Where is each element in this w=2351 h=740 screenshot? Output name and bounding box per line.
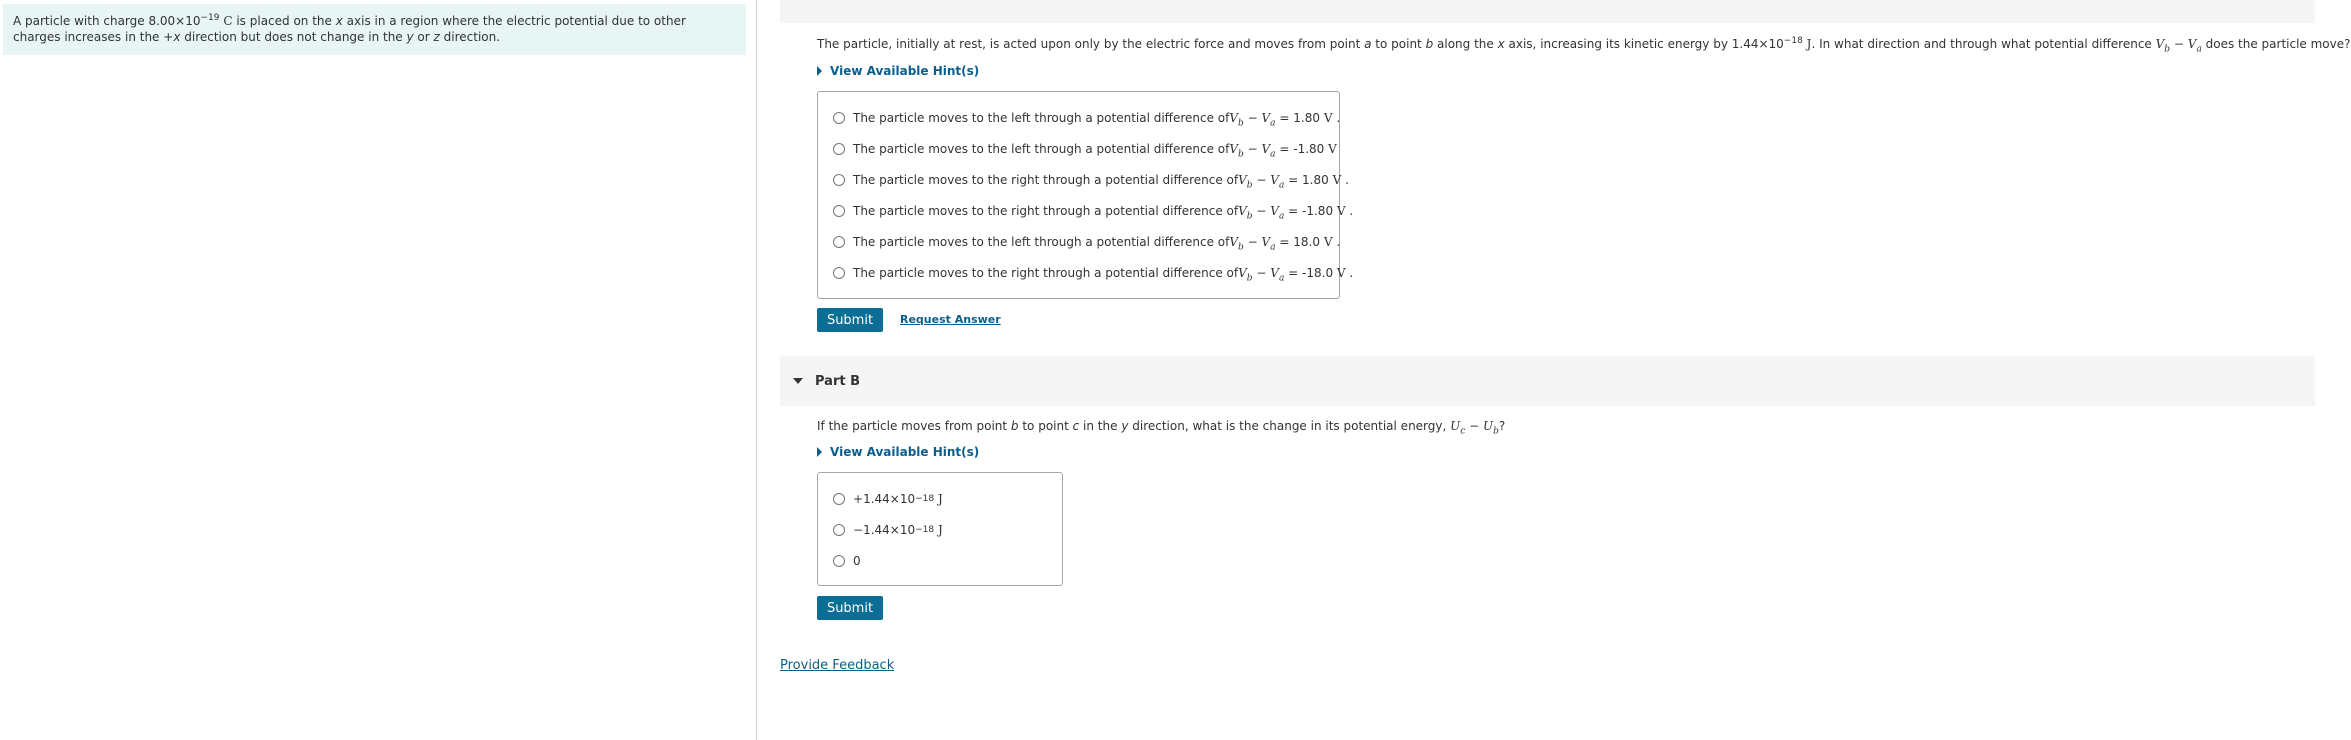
option-text: The particle moves to the right through a potential difference of [853,266,1239,280]
option-zero[interactable] [833,552,861,570]
exponent: −18 [1783,36,1803,46]
option-end: . [1349,204,1354,218]
option-f[interactable] [833,264,1353,282]
option-value: -1.80 [1302,204,1334,218]
potential-difference-math: $V_b - V_a$ [2155,37,2202,55]
option-math: $V_b - V_a$ = [1238,204,1299,222]
part-a-submit-button[interactable]: Submit [817,308,883,332]
option-value: 1.80 [1293,111,1320,125]
question-text: in the [1079,419,1122,433]
caret-right-icon [817,66,822,76]
intro-axis: y [406,30,414,44]
caret-down-icon [793,378,803,384]
part-b-title: Part B [815,373,861,389]
option-b[interactable] [833,140,1337,158]
option-text: The particle moves to the left through a potential difference of [853,235,1230,249]
potential-energy-math: $U_c - U_b$ [1450,419,1499,437]
request-answer-link[interactable]: Request Answer [900,313,1001,326]
option-d[interactable] [833,202,1353,220]
intro-text: direction. [439,30,501,44]
intro-text: or [413,30,434,44]
problem-statement [3,4,746,55]
point-label: b [1010,419,1019,433]
axis-label: x [1497,37,1505,51]
point-label: c [1072,419,1080,433]
question-text: does the particle move? [2201,37,2351,51]
option-unit: J [937,492,943,506]
option-end: . [1349,266,1354,280]
radio-button[interactable] [833,555,845,567]
part-b-submit-button[interactable]: Submit [817,596,883,620]
provide-feedback-link[interactable]: Provide Feedback [780,658,895,673]
option-a[interactable] [833,109,1340,127]
problem-intro-panel [0,0,757,740]
option-end: . [1336,235,1341,249]
option-value: 18.0 [1293,235,1320,249]
option-value: 1.44×10 [863,492,916,506]
hint-label: View Available Hint(s) [830,64,980,78]
option-unit: J [937,523,943,537]
option-end: . [1336,111,1341,125]
question-text: direction, what is the change in its potential energy, [1128,419,1451,433]
radio-button[interactable] [833,267,845,279]
option-math: $V_b - V_a$ = [1229,235,1290,253]
option-text: The particle moves to the right through a potential difference of [853,173,1239,187]
unit: J [1806,37,1812,51]
option-text: The particle moves to the left through a potential difference of [853,111,1230,125]
radio-button[interactable] [833,205,845,217]
question-text: If the particle moves from point [817,419,1011,433]
option-unit: V [1336,266,1346,280]
part-a-header [780,0,2315,23]
option-math: $V_b - V_a$ = [1229,142,1290,160]
point-label: b [1425,37,1434,51]
option-unit: V [1332,173,1342,187]
option-unit: V [1323,111,1333,125]
option-value: -18.0 [1302,266,1334,280]
radio-button[interactable] [833,143,845,155]
option-end: . [1345,173,1349,187]
option-e[interactable] [833,233,1340,251]
hint-label: View Available Hint(s) [830,445,980,459]
radio-button[interactable] [833,174,845,186]
intro-text: A particle with charge 8.00×10 [13,14,201,28]
question-text: . In what direction and through what potential difference [1811,37,2156,51]
question-text: The particle, initially at rest, is acted upon only by the electric force and moves from point [817,37,1365,51]
option-unit: V [1323,235,1333,249]
option-text: The particle moves to the right through a potential difference of [853,204,1239,218]
intro-axis: x [173,30,181,44]
option-sign: − [853,523,864,537]
option-math: $V_b - V_a$ = [1238,266,1299,284]
option-math: $V_b - V_a$ = [1238,173,1299,191]
option-positive[interactable]: + 1.44×10 −18 J [833,490,943,508]
intro-text: is placed on the [232,14,336,28]
question-text: to point [1018,419,1073,433]
part-b-header[interactable] [780,356,2315,406]
part-a-options [817,91,1354,299]
option-negative[interactable]: − 1.44×10 −18 J [833,521,943,539]
radio-button[interactable] [833,112,845,124]
option-sign: + [853,492,864,506]
intro-exponent: −19 [200,13,220,23]
option-unit: V [1328,142,1337,156]
part-b-options [817,472,1063,586]
part-a-question [817,36,2351,55]
caret-right-icon [817,447,822,457]
option-math: $V_b - V_a$ = [1229,111,1290,129]
intro-unit: C [223,14,233,28]
part-a-hint-toggle[interactable] [817,64,979,78]
question-text: ? [1498,419,1506,433]
option-value: 0 [853,554,861,568]
radio-button[interactable] [833,493,845,505]
intro-text: direction but does not change in the [180,30,407,44]
question-text: along the [1433,37,1498,51]
part-b-hint-toggle[interactable] [817,445,979,459]
intro-axis: z [433,30,440,44]
point-label: a [1364,37,1372,51]
radio-button[interactable] [833,236,845,248]
option-value: -1.80 [1293,142,1325,156]
option-text: The particle moves to the left through a potential difference of [853,142,1230,156]
question-text: to point [1371,37,1426,51]
axis-label: y [1121,419,1129,433]
question-text: axis, increasing its kinetic energy by 1.44×10 [1504,37,1784,51]
option-value: 1.44×10 [863,523,916,537]
option-value: 1.80 [1302,173,1329,187]
option-c[interactable] [833,171,1349,189]
intro-text: axis in a region where the electric potential due to other charges increases in the + [13,14,686,44]
part-b-question [817,418,1506,437]
radio-button[interactable] [833,524,845,536]
intro-axis: x [335,14,343,28]
question-panel [758,0,2351,740]
option-unit: V [1336,204,1346,218]
